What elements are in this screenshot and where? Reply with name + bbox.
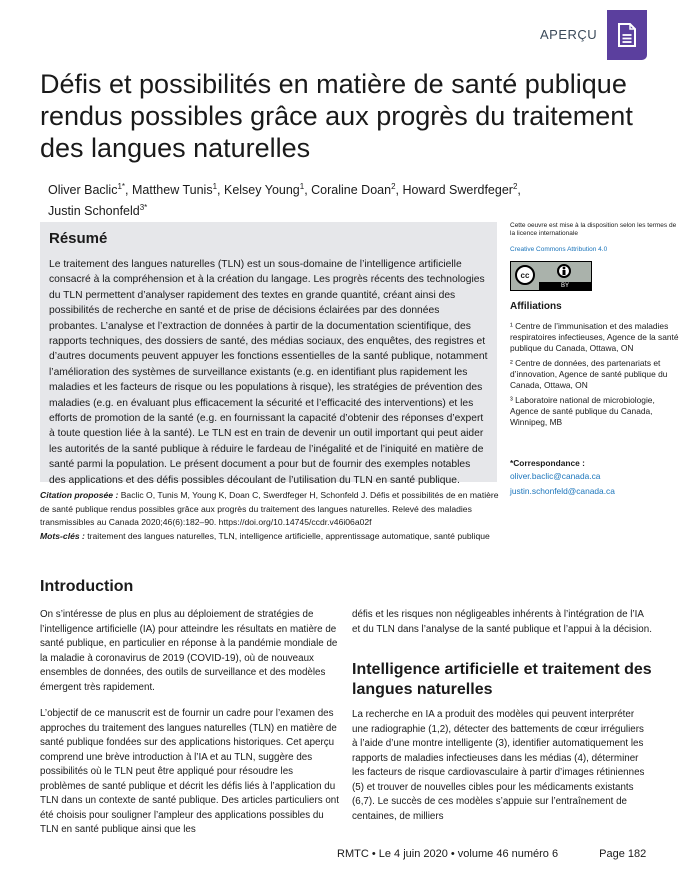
license-link[interactable]: Creative Commons Attribution 4.0 [510,246,608,253]
author: Coraline Doan$^2$, [311,182,403,198]
correspondence-title: *Correspondance : [510,458,585,468]
creative-commons-icon: cc [515,265,535,285]
author-affiliation-mark: 1* [117,182,126,191]
author-name: Matthew Tunis [131,183,213,198]
page-footer [337,848,646,860]
ai-nlp-heading: Intelligence artificielle et traitement des langues naturelles [352,661,652,698]
paragraph: défis et les risques non négligeables inhérents à l’intégration de l’IA et du TLN dans l’analyse de la santé publique et l’appui à la décision. [352,609,652,635]
author: Howard Swerdfeger$^2$, [402,182,521,198]
citation-text: Baclic O, Tunis M, Young K, Doan C, Swerdfeger H, Schonfeld J. Défis et possibilités de en matière de santé publique rendus possibles grâce aux progrès du traitement des langues naturelles. Relevé des maladies transmissibles au Canada 2020;46(6):182–90. https://doi.org/10.14745/ccdr.v46i06a02f [40,490,499,528]
author-name: Kelsey Young [223,183,300,198]
journal-info: RMTC • Le 4 juin 2020 • volume 46 numéro 6 [337,848,559,860]
email-link[interactable]: justin.schonfeld@canada.ca [510,486,615,496]
keywords-text: traitement des langues naturelles, TLN, intelligence artificielle, apprentissage automatique, santé publique [84,530,490,541]
affiliation-item: ¹ Centre de l’immunisation et des maladies respiratoires infectieuses, Agence de la santé publique du Canada, Ottawa, ON [510,321,679,353]
document-icon [617,23,637,47]
introduction-heading: Introduction [40,578,134,595]
author-affiliation-mark: 3* [139,203,148,213]
author-affiliation-mark: 1 [212,182,218,191]
author [48,204,147,218]
author: Matthew Tunis$^1$, [131,182,224,198]
affiliation-item: ³ Laboratoire national de microbiologie, Agence de santé publique du Canada, Winnipeg, MB [510,395,655,427]
by-label: BY [539,282,591,290]
author-affiliation-mark: 2 [391,182,396,191]
keywords-label: Mots-clés : [40,530,85,541]
body-column-right [352,608,652,824]
author-affiliation-mark: 1 [299,182,305,191]
author: Oliver Baclic$^{1*}$, [48,182,132,198]
section-label: APERÇU [540,27,598,42]
paragraph: L’objectif de ce manuscrit est de fournir un cadre pour l’examen des approches du traitement des langues naturelles (TLN) en matière de santé publique fondées sur des applications historiques. Cet aperçu comprend une brève introduction à l’IA et au TLN, suggère des possibilités où le TLN peut être appliqué pour résoudre les problèmes de santé publique et décrit les défis liés à l’application du TLN dans un contexte de santé publique. Des articles particuliers ont été choisis pour souligner l’ampleur des applications possibles du TLN en santé publique ainsi que les [40,708,339,835]
affiliation-item: ² Centre de données, des partenariats et d’innovation, Agence de santé publique du Canada, Ottawa, ON [510,358,668,390]
attribution-person-icon [557,264,571,278]
paragraph: On s’intéresse de plus en plus au déploiement de stratégies de l’intelligence artificielle (IA) pour atteindre les résultats en matière de santé publique, en particulier en réponse à la pandémie mondiale de la maladie à coronavirus de 2019 (COVID-19), où de nouveaux ensembles de données, des outils de surveillance et des modèles émergent très rapidement. [40,609,338,693]
author-name: Coraline Doan [311,183,392,198]
suggested-citation [40,489,500,543]
author-name: Justin Schonfeld [48,204,140,219]
author-name: Howard Swerdfeger [402,183,513,198]
paragraph: La recherche en IA a produit des modèles qui peuvent interpréter une radiographie (1,2), détecter des battements de cœur irréguliers à l’aide d’une montre intelligente (3), identifier automatiquement les rapports de maladies infectieuses dans les médias (4), déterminer les facteurs de risque cardiovasculaire à partir d’images rétiniennes (5) et trouver de nouvelles cibles pour les médicaments existants (6,7). Le succès de ces modèles s’appuie sur l’entraînement de centaines, de milliers [352,709,645,822]
author-list [48,178,648,220]
page-number: Page 182 [599,848,647,860]
affiliations-title: Affiliations [510,301,562,312]
cc-by-badge[interactable] [510,261,592,291]
author-name: Oliver Baclic [48,183,118,198]
body-column-left [40,608,340,850]
abstract-box [40,222,497,486]
section-badge [607,10,647,60]
author: Kelsey Young$^1$, [223,182,312,198]
abstract-text: Le traitement des langues naturelles (TLN) est un sous-domaine de l’intelligence artificielle consacré à la compréhension et à la création du langage. Les progrès récents des technologies du TLN permettent d’analyser rapidement des textes en grande quantité, créant ainsi des possibilités de recherche en santé et de prise de décisions éclairées par des données probantes. L’analyse et l’extraction de données à partir de la documentation scientifique, des rapports techniques, des dossiers de santé, des médias sociaux, des enquêtes, des registres et d’autres documents peuvent appuyer les fonctions essentielles de la santé publique, notamment l’amélioration des systèmes de surveillance existants (e.g. en identifiant plus rapidement les maladies et les facteurs de risque ou les populations à risque), les stratégies de prévention des maladies (e.g. en évaluant plus efficacement la sécurité et l’efficacité des interventions) et les efforts de promotion de la santé (e.g. en fournissant la capacité d’obtenir des réponses d’expert à toute question liée à la santé). Le TLN est en train de devenir un outil important qui peut aider les autorités de la santé publique à réduire le fardeau de l’inégalité et de l’iniquité en matière de santé parmi la population. Le présent document a pour but de fournir des exemples notables des applications et des défis possibles découlant de l’utilisation du TLN en santé publique. [49,259,488,486]
citation-label: Citation proposée : [40,490,119,500]
email-link[interactable]: oliver.baclic@canada.ca [510,471,601,481]
article-title: Défis et possibilités en matière de santé publique rendus possibles grâce aux progrès du traitement des langues naturelles [40,69,633,163]
author-affiliation-mark: 2 [512,182,518,191]
license-text: Cette oeuvre est mise à la disposition selon les termes de la licence internationale [510,222,677,237]
sidebar [510,222,680,498]
abstract-title: Résumé [49,230,108,247]
